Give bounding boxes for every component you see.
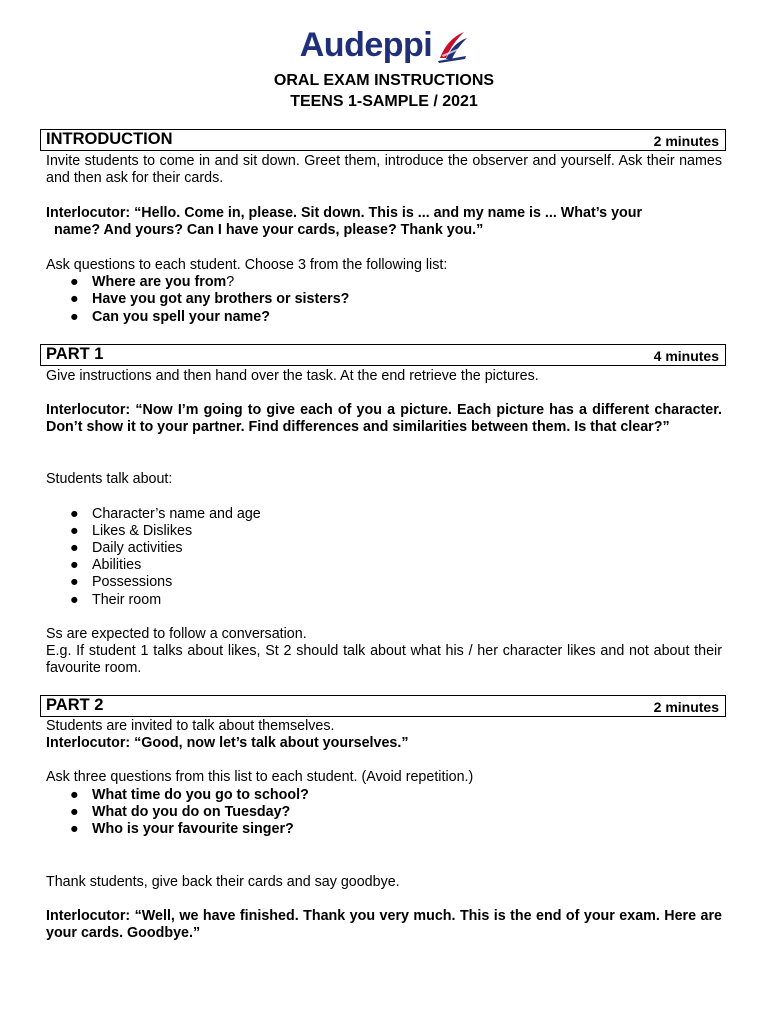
part2-closing: Interlocutor: “Well, we have finished. Thank you very much. This is the end of your exam. Here are your cards. Goodbye.” bbox=[46, 908, 722, 942]
section-duration: 2 minutes bbox=[653, 699, 719, 715]
bullet: ● bbox=[70, 592, 79, 608]
part2-interlocutor: Interlocutor: “Good, now let’s talk about yourselves.” bbox=[46, 735, 409, 751]
intro-interlocutor-line1: Interlocutor: “Hello. Come in, please. Sit down. This is ... and my name is ... What’s your bbox=[46, 205, 643, 221]
section-header-part1 bbox=[40, 344, 726, 366]
list-item: What time do you go to school? bbox=[92, 787, 309, 803]
bullet: ● bbox=[70, 506, 79, 522]
intro-interlocutor-line2: name? And yours? Can I have your cards, please? Thank you.” bbox=[54, 222, 484, 238]
section-title: PART 1 bbox=[46, 345, 104, 363]
list-item: Abilities bbox=[92, 557, 142, 573]
list-item: Daily activities bbox=[92, 540, 183, 556]
list-item: Have you got any brothers or sisters? bbox=[92, 291, 350, 307]
bullet: ● bbox=[70, 523, 79, 539]
bullet: ● bbox=[70, 309, 79, 325]
part1-interlocutor: Interlocutor: “Now I’m going to give each of you a picture. Each picture has a different character. Don’t show it to your partner. Find differences and similarities between them. Is that clear?” bbox=[46, 402, 722, 436]
list-item: Who is your favourite singer? bbox=[92, 821, 294, 837]
section-duration: 2 minutes bbox=[653, 133, 719, 149]
intro-instructions: Invite students to come in and sit down. Greet them, introduce the observer and yourself. Ask their names and then ask for their cards. bbox=[46, 153, 722, 187]
part1-talk-about: Students talk about: bbox=[46, 471, 173, 487]
document-title: ORAL EXAM INSTRUCTIONS bbox=[273, 72, 495, 89]
part2-questions-intro: Ask three questions from this list to each student. (Avoid repetition.) bbox=[46, 769, 474, 785]
list-item: Their room bbox=[92, 592, 162, 608]
bullet: ● bbox=[70, 574, 79, 590]
section-header-part2 bbox=[40, 695, 726, 717]
section-title: PART 2 bbox=[46, 696, 104, 714]
list-item: Character’s name and age bbox=[92, 506, 261, 522]
bullet: ● bbox=[70, 787, 79, 803]
intro-questions-intro: Ask questions to each student. Choose 3 from the following list: bbox=[46, 257, 448, 273]
bullet: ● bbox=[70, 804, 79, 820]
flag-sails-icon bbox=[434, 28, 468, 64]
list-item: Likes & Dislikes bbox=[92, 523, 193, 539]
list-item: Where are you from? bbox=[92, 274, 235, 290]
list-item: Can you spell your name? bbox=[92, 309, 270, 325]
section-title: INTRODUCTION bbox=[46, 130, 173, 148]
section-duration: 4 minutes bbox=[653, 348, 719, 364]
list-item: Possessions bbox=[92, 574, 173, 590]
bullet: ● bbox=[70, 557, 79, 573]
logo-text: Audeppi bbox=[299, 26, 433, 64]
bullet: ● bbox=[70, 540, 79, 556]
bullet: ● bbox=[70, 291, 79, 307]
part2-invited: Students are invited to talk about themselves. bbox=[46, 718, 335, 734]
list-item: What do you do on Tuesday? bbox=[92, 804, 291, 820]
section-header-introduction bbox=[40, 129, 726, 151]
part1-example: E.g. If student 1 talks about likes, St 2 should talk about what his / her character likes and not about their favourite room. bbox=[46, 643, 722, 677]
audeppi-logo bbox=[0, 26, 768, 65]
bullet: ● bbox=[70, 274, 79, 290]
document-subtitle: TEENS 1-SAMPLE / 2021 bbox=[290, 93, 478, 110]
part2-thank: Thank students, give back their cards and say goodbye. bbox=[46, 874, 400, 890]
part1-instructions: Give instructions and then hand over the task. At the end retrieve the pictures. bbox=[46, 368, 539, 384]
part1-expected: Ss are expected to follow a conversation. bbox=[46, 626, 307, 642]
bullet: ● bbox=[70, 821, 79, 837]
